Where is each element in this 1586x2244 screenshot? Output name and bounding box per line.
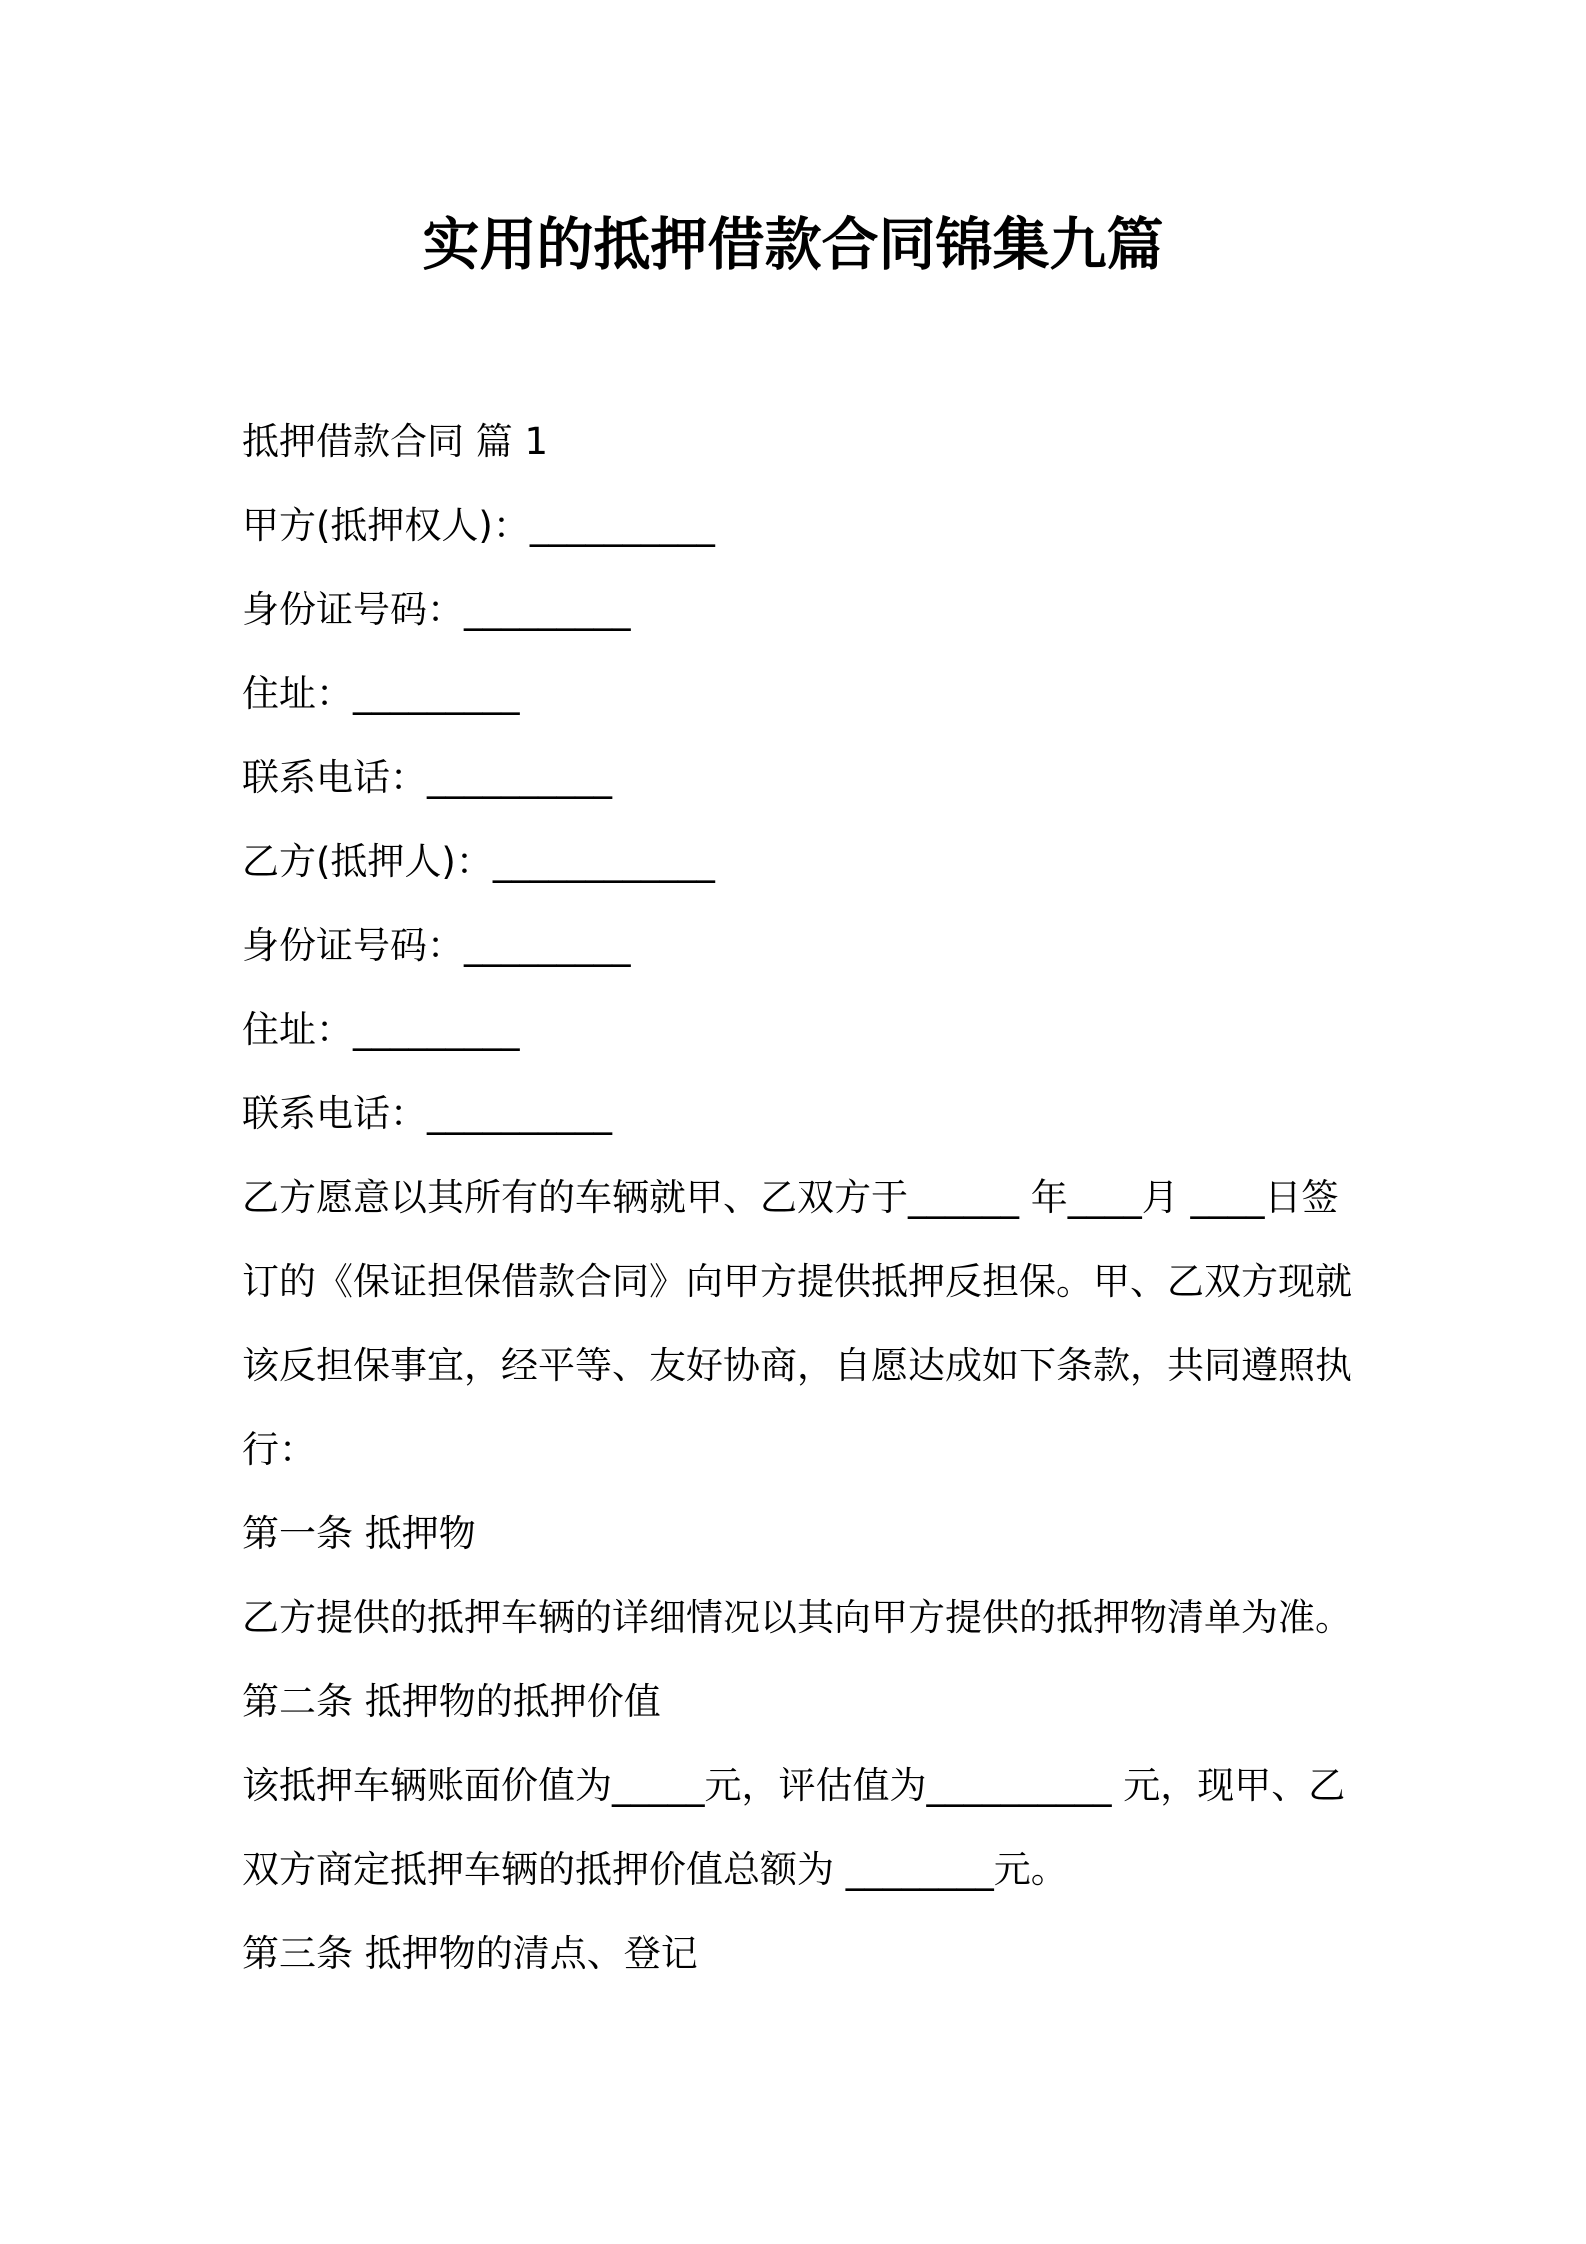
party-b-name-field: 乙方(抵押人)：____________ [242,840,715,883]
party-a-phone-field: 联系电话：__________ [242,756,612,799]
party-a-name-field: 甲方(抵押权人)：__________ [242,504,715,547]
document-title: 实用的抵押借款合同锦集九篇 [422,212,1164,278]
party-b-phone-field: 联系电话：__________ [242,1092,612,1135]
document-body [242,400,1362,1996]
article-1-heading: 第一条 抵押物 [242,1512,476,1555]
article-3-heading: 第三条 抵押物的清点、登记 [242,1932,698,1975]
party-b-id-field: 身份证号码：_________ [242,924,631,967]
party-a-id-field: 身份证号码：_________ [242,588,631,631]
contract-section-heading: 抵押借款合同 篇 1 [242,420,549,463]
article-2-heading: 第二条 抵押物的抵押价值 [242,1680,661,1723]
article-2-text: 该抵押车辆账面价值为_____元，评估值为__________ 元，现甲、乙双方商定抵押车辆的抵押价值总额为 ________元。 [242,1764,1346,1891]
article-1-text: 乙方提供的抵押车辆的详细情况以其向甲方提供的抵押物清单为准。 [242,1596,1352,1639]
party-a-address-field: 住址：_________ [242,672,520,715]
party-b-address-field: 住址：_________ [242,1008,520,1051]
intro-paragraph: 乙方愿意以其所有的车辆就甲、乙双方于______ 年____月 ____日签订的《保证担保借款合同》向甲方提供抵押反担保。甲、乙双方现就该反担保事宜，经平等、友好协商，自愿达成如下条款，共同遵照执行： [242,1176,1352,1471]
